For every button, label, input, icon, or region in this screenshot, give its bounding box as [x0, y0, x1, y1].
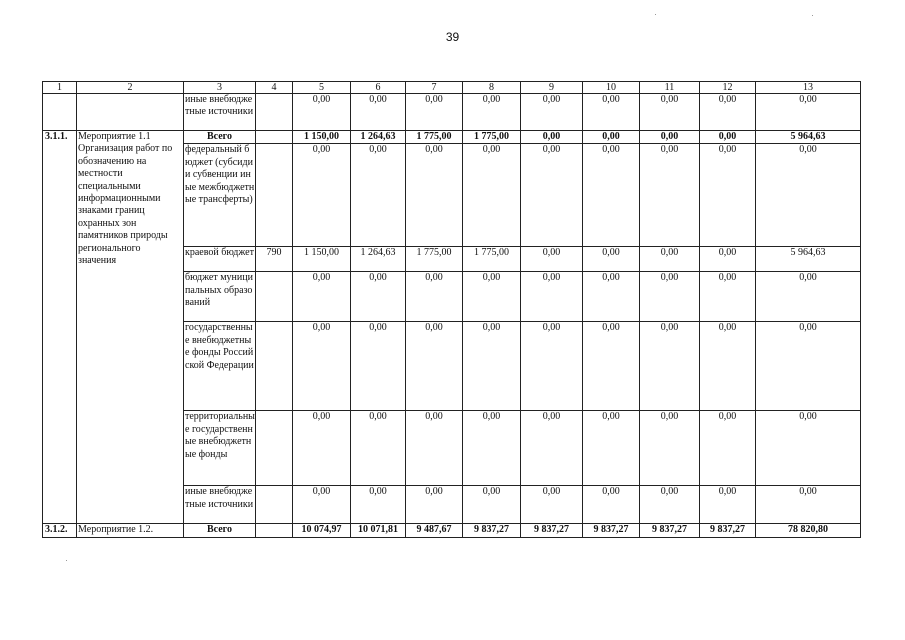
value-cell: 0,00: [463, 322, 521, 411]
column-number: 11: [640, 82, 700, 94]
value-cell: 9 837,27: [583, 524, 640, 537]
financing-table: [42, 81, 861, 538]
value-cell: 0,00: [583, 247, 640, 272]
column-number: 3: [184, 82, 256, 94]
value-cell: 0,00: [351, 272, 406, 322]
value-cell: 1 150,00: [293, 131, 351, 144]
value-cell: 0,00: [463, 94, 521, 131]
table-row-total: [43, 131, 861, 144]
value-cell: 1 264,63: [351, 131, 406, 144]
column-number: 9: [521, 82, 583, 94]
description-cell: [77, 94, 184, 131]
number-cell: [43, 94, 77, 131]
value-cell: 0,00: [583, 144, 640, 247]
value-cell: 0,00: [756, 144, 861, 247]
value-cell: 0,00: [640, 322, 700, 411]
value-cell: 0,00: [640, 144, 700, 247]
value-cell: 0,00: [521, 322, 583, 411]
value-cell: 0,00: [700, 272, 756, 322]
column-number-row: [43, 82, 861, 94]
value-cell: 0,00: [756, 272, 861, 322]
column-number: 10: [583, 82, 640, 94]
column-number: 7: [406, 82, 463, 94]
value-cell: 0,00: [640, 94, 700, 131]
value-cell: 9 837,27: [463, 524, 521, 537]
value-cell: 0,00: [293, 486, 351, 524]
value-cell: 0,00: [351, 322, 406, 411]
value-cell: 0,00: [756, 322, 861, 411]
value-cell: 0,00: [640, 272, 700, 322]
value-cell: 10 071,81: [351, 524, 406, 537]
value-cell: 9 837,27: [521, 524, 583, 537]
table-row: [43, 94, 861, 131]
value-cell: 0,00: [700, 94, 756, 131]
value-cell: 0,00: [521, 486, 583, 524]
funding-source-cell: бюджет муниципальных образований: [184, 272, 256, 322]
value-cell: 1 775,00: [463, 131, 521, 144]
column-number: 2: [77, 82, 184, 94]
table-row-total: [43, 524, 861, 537]
funding-source-cell: федеральный бюджет (субсидии субвенции иные межбюджетные трансферты): [184, 144, 256, 247]
value-cell: 0,00: [406, 94, 463, 131]
value-cell: 0,00: [700, 411, 756, 486]
funding-source-cell: иные внебюджетные источники: [184, 486, 256, 524]
value-cell: 0,00: [583, 322, 640, 411]
value-cell: 0,00: [583, 272, 640, 322]
value-cell: 0,00: [583, 131, 640, 144]
value-cell: 0,00: [756, 94, 861, 131]
code-cell: [256, 94, 293, 131]
value-cell: 0,00: [521, 94, 583, 131]
value-cell: 0,00: [583, 411, 640, 486]
code-cell: [256, 411, 293, 486]
code-cell: [256, 486, 293, 524]
column-number: 4: [256, 82, 293, 94]
value-cell: 0,00: [700, 144, 756, 247]
value-cell: 0,00: [293, 94, 351, 131]
value-cell: 5 964,63: [756, 131, 861, 144]
value-cell: 78 820,80: [756, 524, 861, 537]
column-number: 6: [351, 82, 406, 94]
value-cell: 0,00: [463, 411, 521, 486]
value-cell: 9 837,27: [640, 524, 700, 537]
value-cell: 0,00: [521, 272, 583, 322]
value-cell: 1 264,63: [351, 247, 406, 272]
value-cell: 0,00: [700, 247, 756, 272]
value-cell: 0,00: [521, 131, 583, 144]
value-cell: 0,00: [406, 272, 463, 322]
value-cell: 0,00: [583, 486, 640, 524]
column-number: 1: [43, 82, 77, 94]
column-number: 8: [463, 82, 521, 94]
page-number: 39: [445, 30, 460, 44]
value-cell: 0,00: [293, 272, 351, 322]
code-cell: [256, 322, 293, 411]
value-cell: 0,00: [640, 486, 700, 524]
value-cell: 1 150,00: [293, 247, 351, 272]
event-description-cell: Мероприятие 1.1 Организация работ по обозначению на местности специальными информационными знаками границ охранных зон памятников природы регионального значения: [77, 131, 184, 524]
value-cell: 0,00: [351, 144, 406, 247]
column-number: 5: [293, 82, 351, 94]
value-cell: 0,00: [293, 144, 351, 247]
value-cell: 0,00: [521, 247, 583, 272]
value-cell: 0,00: [351, 94, 406, 131]
funding-source-cell: иные внебюджетные источники: [184, 94, 256, 131]
value-cell: 0,00: [700, 486, 756, 524]
value-cell: 0,00: [406, 144, 463, 247]
value-cell: 0,00: [756, 486, 861, 524]
value-cell: 1 775,00: [463, 247, 521, 272]
funding-source-cell: Всего: [184, 524, 256, 537]
funding-source-cell: территориальные государственные внебюджетные фонды: [184, 411, 256, 486]
value-cell: 0,00: [640, 247, 700, 272]
value-cell: 1 775,00: [406, 247, 463, 272]
value-cell: 0,00: [700, 322, 756, 411]
code-cell: 790: [256, 247, 293, 272]
event-description-cell: Мероприятие 1.2.: [77, 524, 184, 537]
column-number: 13: [756, 82, 861, 94]
scan-speck: [812, 15, 813, 16]
value-cell: 0,00: [583, 94, 640, 131]
funding-source-cell: краевой бюджет: [184, 247, 256, 272]
column-number: 12: [700, 82, 756, 94]
value-cell: 0,00: [351, 411, 406, 486]
event-number-cell: 3.1.1.: [43, 131, 77, 524]
funding-source-cell: Всего: [184, 131, 256, 144]
value-cell: 0,00: [406, 486, 463, 524]
event-number-cell: 3.1.2.: [43, 524, 77, 537]
value-cell: 0,00: [521, 411, 583, 486]
value-cell: 5 964,63: [756, 247, 861, 272]
value-cell: 9 487,67: [406, 524, 463, 537]
code-cell: [256, 144, 293, 247]
value-cell: 9 837,27: [700, 524, 756, 537]
value-cell: 0,00: [463, 486, 521, 524]
value-cell: 0,00: [521, 144, 583, 247]
value-cell: 0,00: [463, 144, 521, 247]
scan-speck: [655, 14, 656, 15]
value-cell: 0,00: [463, 272, 521, 322]
value-cell: 0,00: [756, 411, 861, 486]
code-cell: [256, 524, 293, 537]
scan-speck: [66, 560, 67, 561]
code-cell: [256, 131, 293, 144]
value-cell: 0,00: [351, 486, 406, 524]
value-cell: 10 074,97: [293, 524, 351, 537]
value-cell: 1 775,00: [406, 131, 463, 144]
value-cell: 0,00: [640, 131, 700, 144]
value-cell: 0,00: [406, 411, 463, 486]
value-cell: 0,00: [640, 411, 700, 486]
funding-source-cell: государственные внебюджетные фонды Российской Федерации: [184, 322, 256, 411]
value-cell: 0,00: [700, 131, 756, 144]
value-cell: 0,00: [293, 411, 351, 486]
value-cell: 0,00: [293, 322, 351, 411]
value-cell: 0,00: [406, 322, 463, 411]
code-cell: [256, 272, 293, 322]
